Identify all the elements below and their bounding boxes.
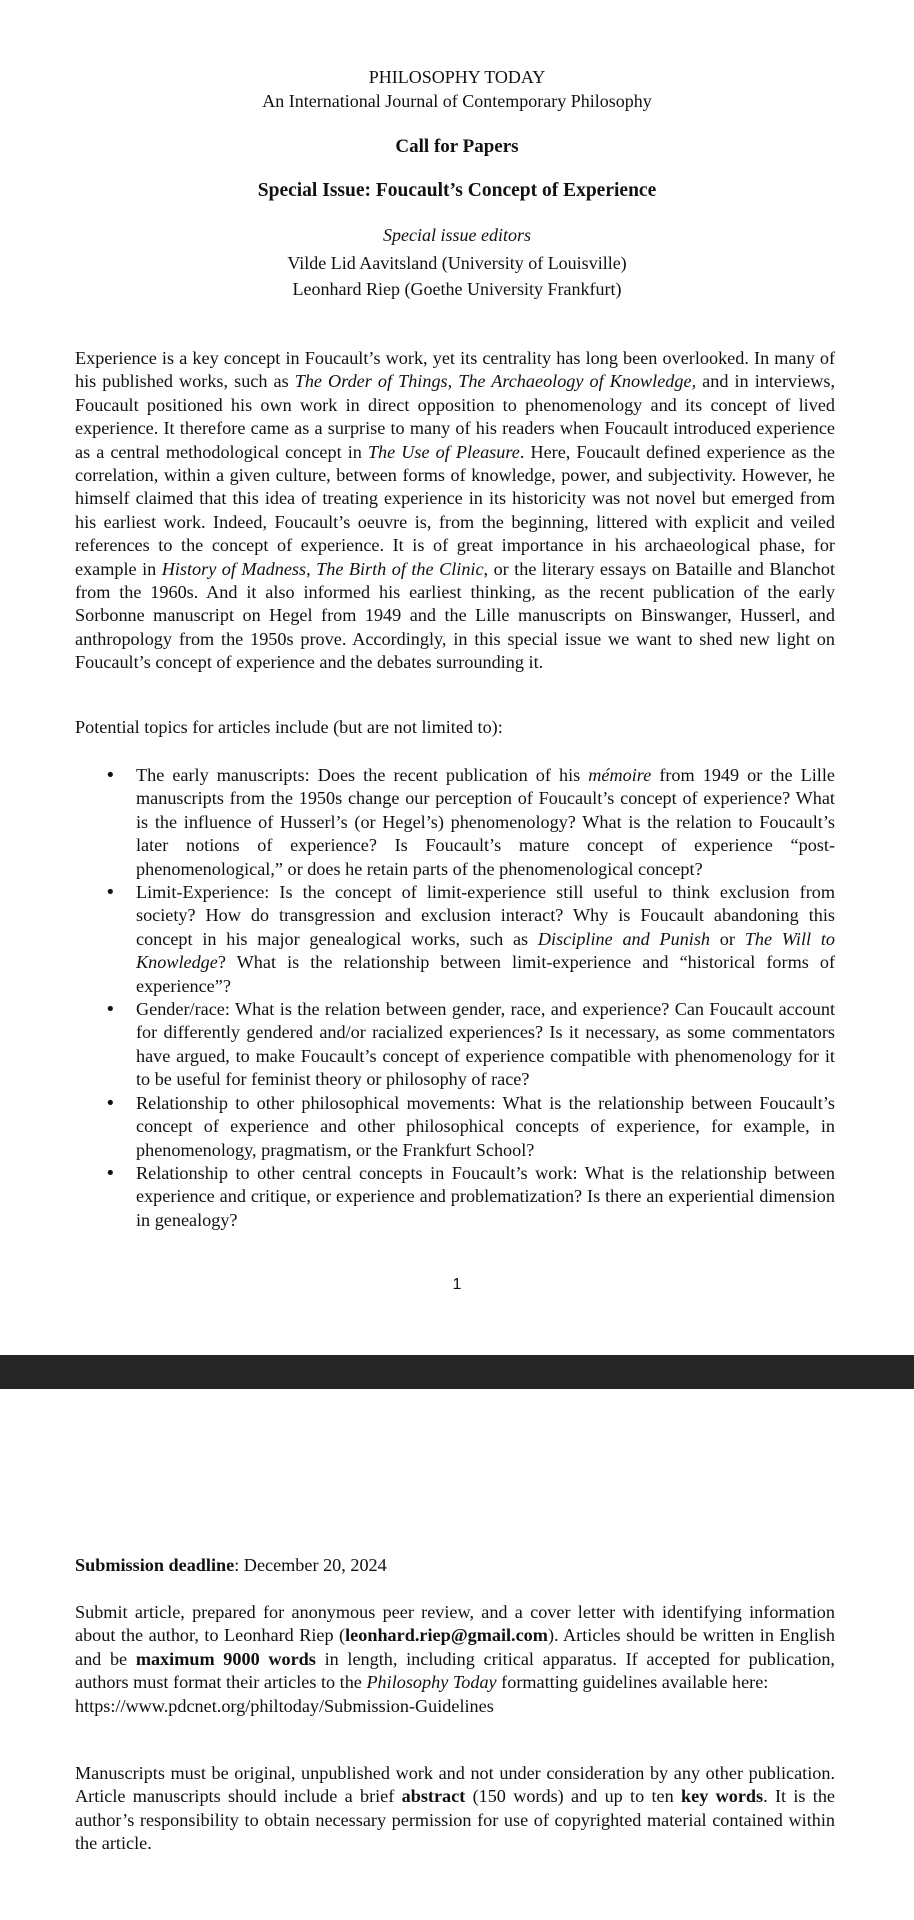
submission-deadline: Submission deadline: December 20, 2024 (75, 1555, 387, 1575)
submission-instructions: Submit article, prepared for anonymous peer review, and a cover letter with identifying information about the author, to Leonhard Riep (leonhard.riep@gmail.com). Articles should be written in English and be maximum 9000 words in length, including critical apparatus. If accepted for publication, authors must format their articles to the Philosophy Today formatting guidelines available here: https://www.pdcnet.org/philtoday/Submission-Guidelines (75, 1602, 835, 1716)
email-link[interactable]: leonhard.riep@gmail.com (345, 1625, 548, 1646)
list-item: • The early manuscripts: Does the recent publication of his mémoire from 1949 or the Lille manuscripts from the 1950s change our perception of Foucault’s concept of experience? What is the influence of Husserl’s (or Hegel’s) phenomenology? What is the relation to Foucault’s later notions of experience? Is Foucault’s mature concept of experience “post-phenomenological,” or does he retain parts of the phenomenological concept? (75, 764, 835, 881)
list-item: • Gender/race: What is the relation between gender, race, and experience? Can Foucault account for differently gendered and/or racialized experiences? Is it necessary, as some commentators have argued, to make Foucault’s concept of experience compatible with phenomenology for it to be useful for feminist theory or philosophy of race? (75, 998, 835, 1092)
manuscript-requirements: Manuscripts must be original, unpublished work and not under consideration by any other publication. Article manuscripts should include a brief abstract (150 words) and up to ten key words. It is the author’s responsibility to obtain necessary permission for use of copyrighted material contained within the article. (75, 1763, 835, 1854)
guidelines-link[interactable]: https://www.pdcnet.org/philtoday/Submission-Guidelines (75, 1695, 494, 1716)
journal-subtitle: An International Journal of Contemporary Philosophy (262, 91, 652, 111)
intro-paragraph: Experience is a key concept in Foucault’s work, yet its centrality has long been overlooked. In many of his published works, such as The Order of Things, The Archaeology of Knowledge, and in interviews, Foucault positioned his own work in direct opposition to phenomenology and its concept of lived experience. It therefore came as a surprise to many of his readers when Foucault introduced experience as a central methodological concept in The Use of Pleasure. Here, Foucault defined experience as the correlation, within a given culture, between forms of knowledge, power, and subjectivity. However, he himself claimed that this idea of treating experience in its historicity was not novel but emerged from his earliest work. Indeed, Foucault’s oeuvre is, from the beginning, littered with explicit and veiled references to the concept of experience. It is of great importance in his archaeological phase, for example in History of Madness, The Birth of the Clinic, or the literary essays on Bataille and Blanchot from the 1960s. And it also informed his earliest thinking, as the recent publication of the early Sorbonne manuscript on Hegel from 1949 and the Lille manuscripts on Binswanger, Husserl, and anthropology from the 1950s prove. Accordingly, in this special issue we want to shed new light on Foucault’s concept of experience and the debates surrounding it. (75, 348, 836, 673)
editor-1: Vilde Lid Aavitsland (University of Louisville) (287, 253, 627, 273)
editors-heading: Special issue editors (383, 225, 531, 245)
call-for-papers-heading: Call for Papers (395, 136, 519, 157)
editor-2: Leonhard Riep (Goethe University Frankfurt) (292, 279, 622, 299)
list-item: • Limit-Experience: Is the concept of limit-experience still useful to think exclusion from society? How do transgression and exclusion interact? Why is Foucault abandoning this concept in his major genealogical works, such as Discipline and Punish or The Will to Knowledge? What is the relationship between limit-experience and “historical forms of experience”? (75, 881, 835, 998)
journal-name: PHILOSOPHY TODAY (368, 67, 546, 87)
list-item: • Relationship to other philosophical movements: What is the relationship between Foucault’s concept of experience and other philosophical concepts of experience, for example, in phenomenology, pragmatism, or the Frankfurt School? (75, 1092, 835, 1162)
special-issue-title: Special Issue: Foucault’s Concept of Experience (257, 180, 657, 201)
document-page-2 (0, 1389, 914, 1920)
page-separator (0, 1355, 914, 1389)
page-number: 1 (452, 1276, 462, 1293)
list-item: • Relationship to other central concepts in Foucault’s work: What is the relationship between experience and critique, or experience and problematization? Is there an experiential dimension in genealogy? (75, 1162, 835, 1232)
topics-list (75, 764, 835, 1232)
topics-intro: Potential topics for articles include (but are not limited to): (75, 717, 503, 737)
